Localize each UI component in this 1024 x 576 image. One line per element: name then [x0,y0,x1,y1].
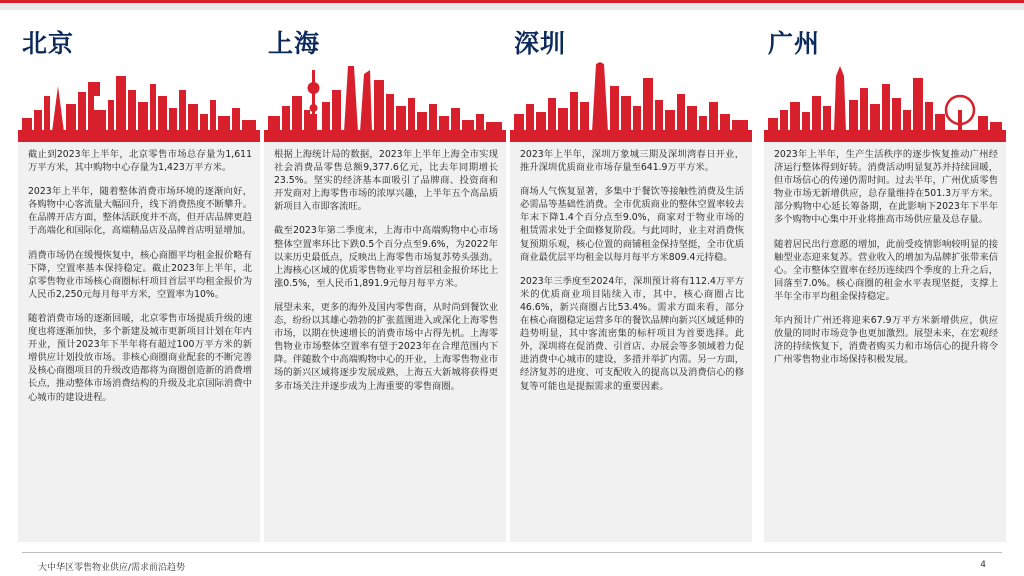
paragraph: 消费市场仍在缓慢恢复中，核心商圈平均租金报价略有下降，空置率基本保持稳定。截止2023年上半年，北京零售物业市场核心商圈标杆项目首层平均租金报价为人民币2,250元每月每平方米，空置率为10%。 [28,249,252,300]
paragraph: 商场人气恢复显著，多集中于餐饮等接触性消费及生活必需品等基础性消费。全市优质商业的整体空置率较去年末下降1.4个百分点至9.0%，商家对于物业市场的租赁需求处于全面修复阶段。与此同时，业主对消费恢复预期乐观，核心位置的商铺租金保持坚挺，全市优质商业最优层平均租金以每月每平方米809.4元持稳。 [520,186,744,263]
beijing-skyline-icon [18,56,260,142]
city-title: 上海 [268,29,321,58]
paragraph: 2023年上半年，生产生活秩序的逐步恢复推动广州经济运行整体得到好转。消费活动明显复苏并持续回暖，但市场信心的传递仍需时间。过去半年，广州优质零售物业市场无新增供应，总存量维持在501.3万平方米。部分购物中心延长筹备期，在此影响下2023年下半年多个购物中心集中开业将推高市场供应量及总存量。 [774,149,998,226]
city-title: 广州 [768,29,821,58]
column-shenzhen [510,18,752,548]
shanghai-skyline-icon [264,56,506,142]
paragraph: 截止到2023年上半年，北京零售市场总存量为1,611万平方米，其中购物中心存量为1,423万平方米。 [28,149,252,174]
text-panel [18,142,260,542]
text-panel [764,142,1006,542]
city-title: 深圳 [514,29,567,58]
paragraph: 随着居民出行意愿的增加，此前受疫情影响较明显的接触型业态迎来复苏。营业收入的增加为品牌扩张带来信心。全市整体空置率在经历连续四个季度的上升之后，回落至7.0%。核心商圈的租金水平表现坚挺，支撑上半年全市平均租金保持稳定。 [774,238,998,302]
paragraph: 展望未来，更多的海外及国内零售商，从时尚到餐饮业态，纷纷以其雄心勃勃的扩张蓝图进入或深化上海零售市场，以期在快速增长的消费市场中占得先机。上海零售物业市场整体空置率有望于2023年在合理范围内下降。伴随数个中高端购物中心的开业，上海零售物业市场的新兴区域将逐步发展成熟，上海五大新城将获得更多市场关注并逐步成为上海重要的零售商圈。 [274,301,498,392]
column-guangzhou [764,18,1006,548]
text-panel [510,142,752,542]
paragraph: 随着消费市场的逐渐回暖，北京零售市场提质升级的速度也将逐渐加快，多个新建及城市更新项目计划在年内开业，预计2023年下半年将有超过100万平方米的新增供应计划投放市场。非核心商圈商业配套的不断完善及核心商圈项目的升级改造都将为商圈创造新的消费增长点，推动整体市场消费结构的升级及北京国际消费中心城市的建设进程。 [28,312,252,403]
column-beijing [18,18,260,548]
guangzhou-skyline-icon [764,56,1006,142]
paragraph: 年内预计广州还将迎来67.9万平方米新增供应，供应放量的同时市场竞争也更加激烈。展望未来，在宏观经济的持续恢复下，消费者购买力和市场信心的提升将令广州零售物业市场保持积极发展。 [774,315,998,366]
paragraph: 2023年上半年，深圳万象城三期及深圳湾春日开业，推升深圳优质商业市场存量至641.9万平方米。 [520,149,744,174]
paragraph: 2023年三季度至2024年，深圳预计将有112.4万平方米的优质商业项目陆续入市，其中，核心商圈占比46.6%，新兴商圈占比53.4%。需求方面来看，部分在核心商圈稳定运营多年的餐饮品牌向新兴区域延伸的趋势明显，其中客流密集的标杆项目为首要选择。此外，深圳将在促消费、引首店、办展会等多领域着力促进消费中心城市的建设，多措并举扩内需。另一方面，经济复苏的进度、可支配收入的提高以及消费信心的修复等可能也是提振需求的重要因素。 [520,275,744,392]
page-footer [0,546,1024,576]
top-grey-band [0,3,1024,10]
text-panel [264,142,506,542]
page-number: 4 [980,560,986,570]
footer-rule [22,552,1002,553]
shenzhen-skyline-icon [510,56,752,142]
paragraph: 截至2023年第二季度末，上海市中高端购物中心市场整体空置率环比下跌0.5个百分点至9.6%，为2022年以来历史最低点，反映出上海零售市场复苏势头强劲。上海核心区域的优质零售物业平均首层租金报价环比上涨0.5%，至人民币1,891.9元每月每平方米。 [274,225,498,289]
top-band [0,0,1024,10]
paragraph: 2023年上半年，随着整体消费市场环境的逐渐向好，各购物中心客流量大幅回升，线下消费热度不断攀升。在品牌开店方面，整体活跃度并不高，但开店品牌更趋于高端化和国际化，高端精品店及品牌首店明显增加。 [28,186,252,237]
paragraph: 根据上海统计局的数据，2023年上半年上海全市实现社会消费品零售总额9,377.6亿元，比去年同期增长23.5%。坚实的经济基本面吸引了品牌商、投资商和开发商对上海零售市场的浓厚兴趣，上半年五个高品质新项目入市即客流旺。 [274,149,498,213]
city-title: 北京 [22,29,75,58]
footer-title: 大中华区零售物业供应/需求前沿趋势 [38,563,186,573]
column-shanghai [264,18,506,548]
